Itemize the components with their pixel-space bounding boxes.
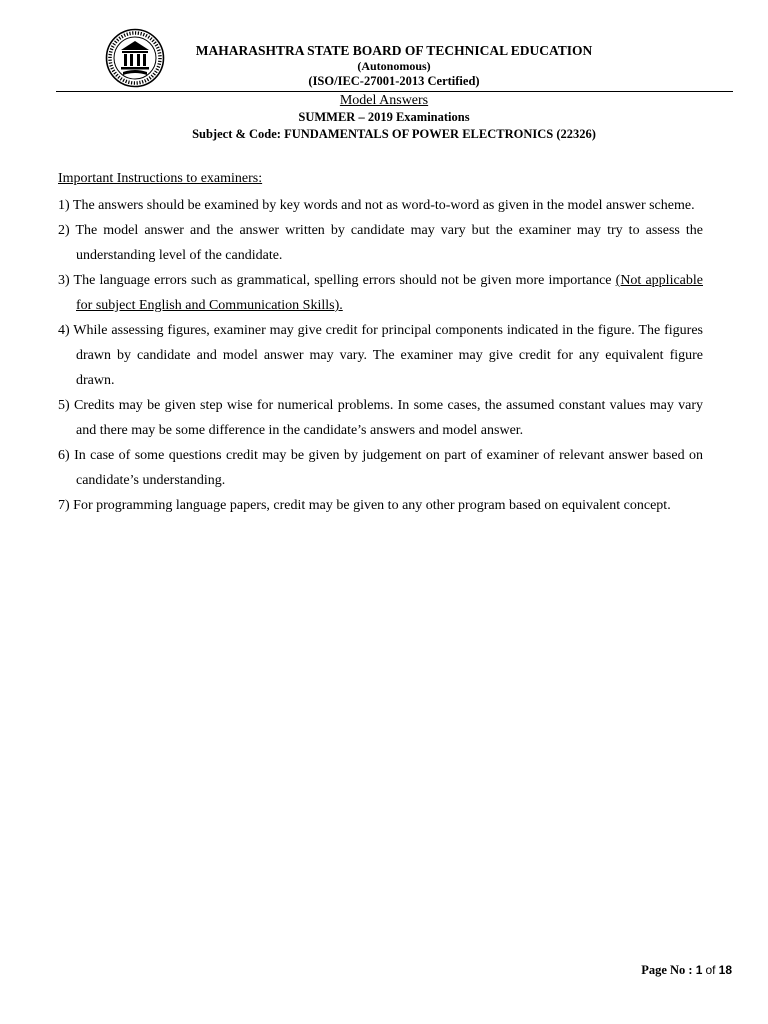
instruction-item: 4) While assessing figures, examiner may give credit for principal components indicated in the figure. The figures drawn by candidate and model answer may vary. The examiner may give credit for any equivalent figure drawn. <box>58 323 703 388</box>
instructions-list <box>58 193 703 518</box>
page-number <box>641 963 732 978</box>
page-of: of <box>705 963 716 977</box>
instruction-item: 7) For programming language papers, credit may be given to any other program based on equivalent concept. <box>58 498 671 513</box>
instruction-text: 3) The language errors such as grammatical, spelling errors should not be given more importance <box>58 273 616 288</box>
instruction-note: (Not applicable for subject English and Communication Skills). <box>76 273 703 313</box>
exam-session: SUMMER – 2019 Examinations <box>298 110 470 124</box>
instruction-item: 6) In case of some questions credit may be given by judgement on part of examiner of relevant answer based on candidate’s understanding. <box>58 448 703 488</box>
subject-code: Subject & Code: FUNDAMENTALS OF POWER ELECTRONICS (22326) <box>192 127 596 141</box>
instruction-item <box>58 268 703 318</box>
instruction-item: 5) Credits may be given step wise for numerical problems. In some cases, the assumed constant values may vary and there may be some difference in the candidate’s answers and model answer. <box>58 398 703 438</box>
page-current: 1 <box>695 963 703 977</box>
header-divider <box>56 91 733 92</box>
iso-certification: (ISO/IEC-27001-2013 Certified) <box>308 74 480 88</box>
page-total: 18 <box>718 963 732 977</box>
instructions-heading: Important Instructions to examiners: <box>58 171 263 186</box>
instruction-item: 2) The model answer and the answer written by candidate may vary but the examiner may try to assess the understanding level of the candidate. <box>58 223 703 263</box>
model-answers-title: Model Answers <box>339 93 429 108</box>
page-label: Page No : <box>641 963 693 977</box>
instruction-item: 1) The answers should be examined by key words and not as word-to-word as given in the model answer scheme. <box>58 198 695 213</box>
board-name: MAHARASHTRA STATE BOARD OF TECHNICAL EDUCATION <box>195 43 593 58</box>
autonomous-label: (Autonomous) <box>357 59 431 73</box>
